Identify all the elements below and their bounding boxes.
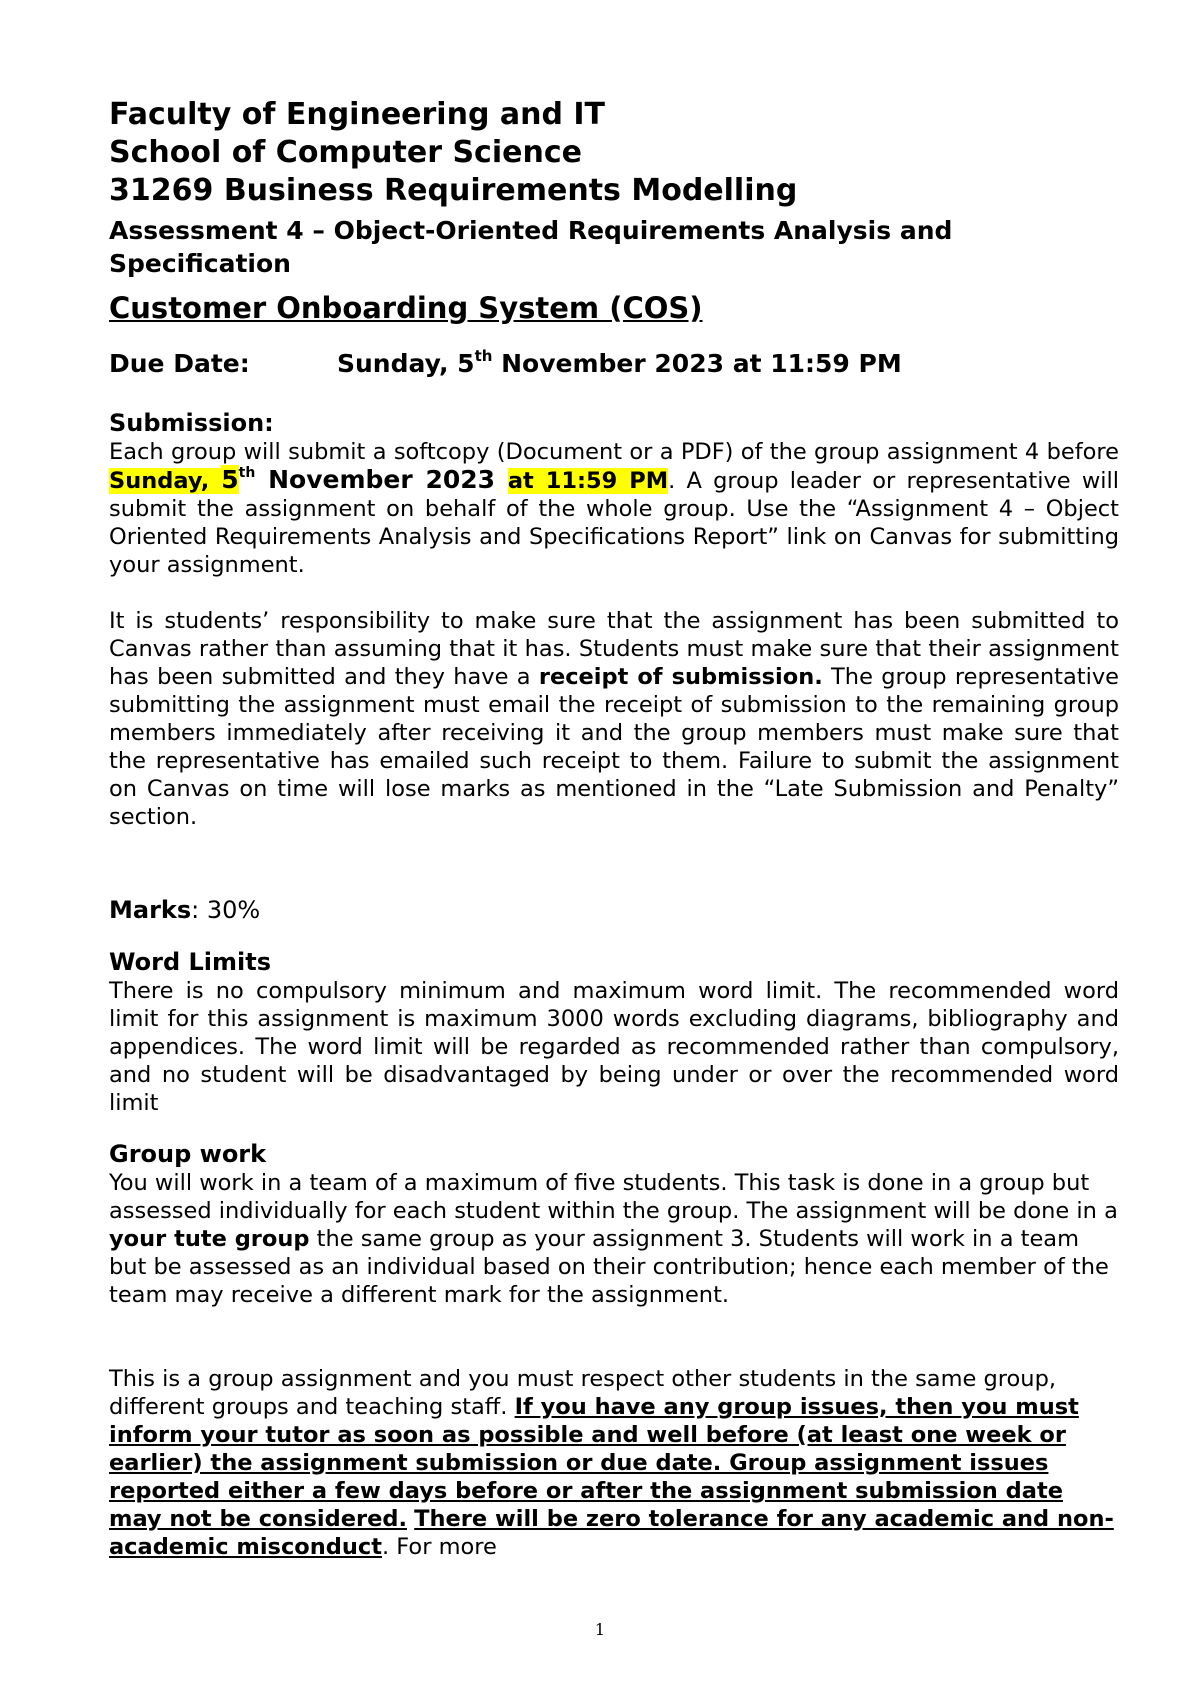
marks-value: : 30% — [191, 896, 261, 924]
submission-paragraph-1: Each group will submit a softcopy (Document or a PDF) of the group assignment 4 before Sunday, 5th November 2023 at 11:59 PM. A group leader or representative will submit the assignment on behalf of the whole group. Use the “Assignment 4 – Object Oriented Requirements Analysis and Specifications Report” link on Canvas for submitting your assignment. — [109, 439, 1120, 578]
submission-paragraph-2: It is students’ responsibility to make sure that the assignment has been submitted to Canvas rather than assuming that it has. Students must make sure that their assignment has been submitted and they have a receipt of submission. The group representative submitting the assignment must email the receipt of submission to the remaining group members immediately after receiving it and the group members must make sure that the representative has emailed such receipt to them. Failure to submit the assignment on Canvas on time will lose marks as mentioned in the “Late Submission and Penalty” section. — [109, 608, 1119, 830]
project-title: Customer Onboarding System (COS) — [109, 291, 703, 325]
assessment-heading: Assessment 4 – Object-Oriented Requirements Analysis and Specification — [109, 216, 953, 278]
highlight-time: at 11:59 PM — [507, 468, 669, 494]
tute-group-emphasis: your tute group — [109, 1226, 310, 1252]
marks-label: Marks — [109, 896, 192, 924]
page-number: 1 — [594, 1620, 606, 1639]
due-date-value: Sunday, 5th November 2023 at 11:59 PM — [337, 347, 902, 378]
highlight-date: 5th November 2023 — [221, 465, 508, 494]
marks-line — [109, 895, 1119, 925]
due-date-line — [109, 348, 1119, 380]
faculty-heading: Faculty of Engineering and IT — [109, 97, 606, 132]
word-limits-paragraph: There is no compulsory minimum and maximum word limit. The recommended word limit for this assignment is maximum 3000 words excluding diagrams, bibliography and appendices. The word limit will be regarded as recommended rather than compulsory, and no student will be disadvantaged by being under or over the recommended word limit — [109, 978, 1119, 1116]
group-work-paragraph-2: This is a group assignment and you must respect other students in the same group, different groups and teaching staff. If you have any group issues, then you must inform your tutor as soon as possible and well before (at least one week or earlier) the assignment submission or due date. Group assignment issues reported either a few days before or after the assignment submission date may not be considered. There will be zero tolerance for any academic and non-academic misconduct. For more — [109, 1366, 1114, 1560]
document-body — [109, 96, 1119, 1561]
subject-heading: 31269 Business Requirements Modelling — [109, 173, 798, 208]
group-issues-warning: If you have any group issues, then you must inform your tutor as soon as possible and well before (at least one week or earlier) the assignment submission or due date. Group assignment issues reported either a few days before or after the assignment submission date may not be considered. — [109, 1394, 1079, 1532]
highlight-day: Sunday, — [109, 468, 222, 494]
group-work-heading: Group work — [109, 1140, 267, 1168]
misconduct-warning: There will be zero tolerance for any academic and non-academic misconduct — [109, 1506, 1114, 1560]
receipt-emphasis: receipt of submission. — [538, 664, 823, 690]
school-heading: School of Computer Science — [109, 135, 582, 170]
group-work-paragraph-1: You will work in a team of a maximum of five students. This task is done in a group but assessed individually for each student within the group. The assignment will be done in a your tute group the same group as your assignment 3. Students will work in a team but be assessed as an individual based on their contribution; hence each member of the team may receive a different mark for the assignment. — [109, 1170, 1118, 1308]
submission-heading: Submission: — [109, 409, 274, 437]
word-limits-heading: Word Limits — [109, 948, 271, 976]
due-date-label: Due Date: — [109, 349, 250, 378]
